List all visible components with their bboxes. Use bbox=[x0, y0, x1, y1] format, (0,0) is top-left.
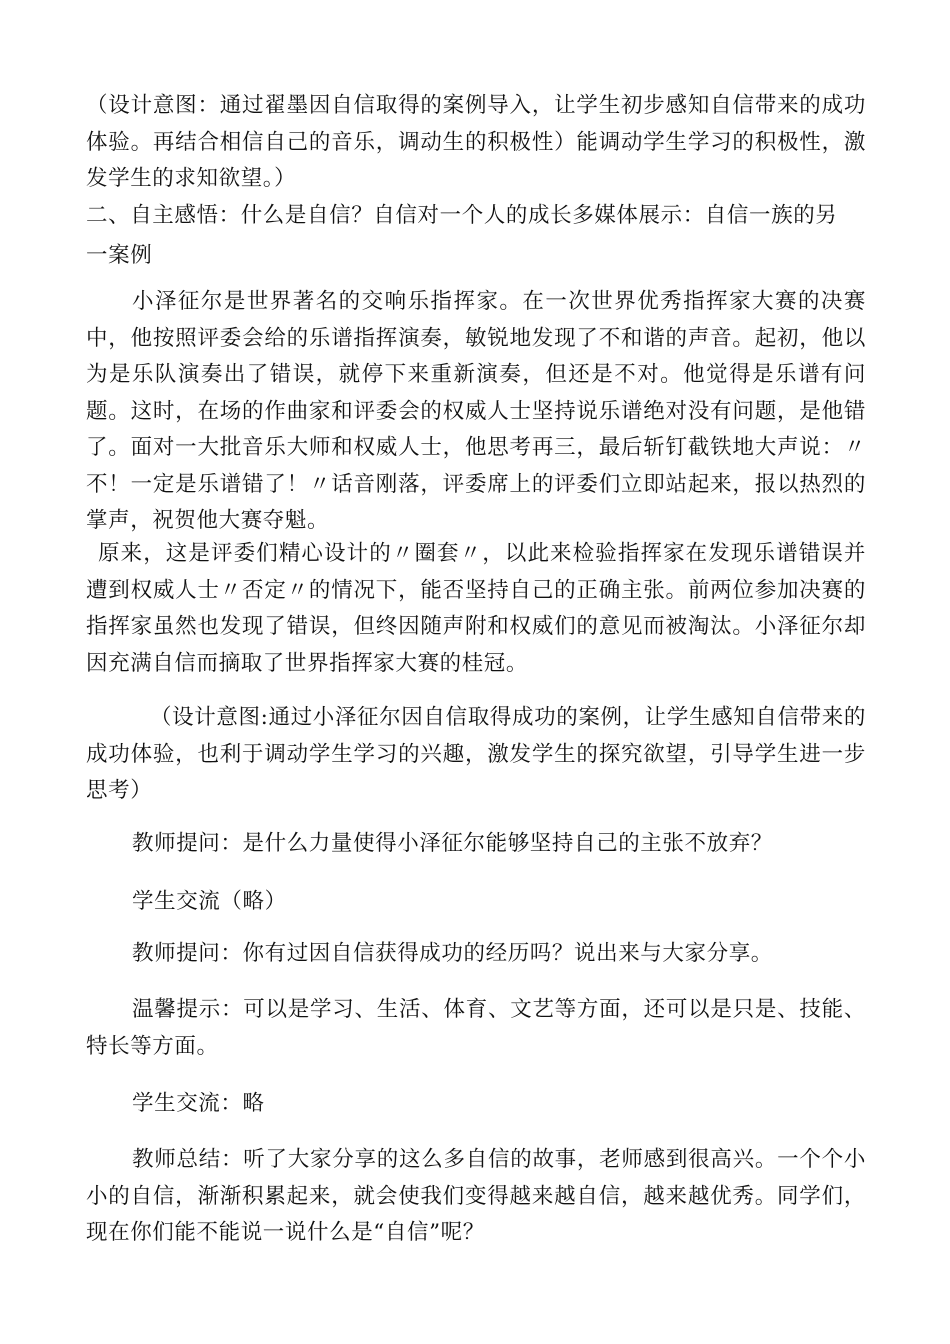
design-intent-paragraph-2: （设计意图:通过小泽征尔因自信取得成功的案例，让学生感知自信带来的成功体验，也利于调动学生学习的兴趣，激发学生的探究欲望，引导学生进一步思考） bbox=[86, 705, 866, 803]
teacher-question-1: 教师提问：是什么力量使得小泽征尔能够坚持自己的主张不放弃？ bbox=[132, 831, 773, 856]
story-paragraph: 小泽征尔是世界著名的交响乐指挥家。在一次世界优秀指挥家大赛的决赛中，他按照评委会给的乐谱指挥演奏，敏锐地发现了不和谐的声音。起初，他以为是乐队演奏出了错误，就停下来重新演奏，但还是不对。他觉得是乐谱有问题。这时，在场的作曲家和评委会的权威人士坚持说乐谱绝对没有问题，是他错了。面对一大批音乐大师和权威人士，他思考再三，最后斩钉截铁地大声说：〃不！一定是乐谱错了！〃话音刚落，评委席上的评委们立即站起来，报以热烈的掌声，祝贺他大赛夺魁。 bbox=[86, 289, 866, 533]
teacher-question-2: 教师提问：你有过因自信获得成功的经历吗？说出来与大家分享。 bbox=[132, 941, 773, 966]
design-intent-paragraph-1: （设计意图：通过翟墨因自信取得的案例导入，让学生初步感知自信带来的成功体验。再结合相信自己的音乐，调动生的积极性）能调动学生学习的积极性，激发学生的求知欲望。） bbox=[86, 93, 866, 191]
explanation-paragraph: 原来，这是评委们精心设计的〃圈套〃，以此来检验指挥家在发现乐谱错误并遭到权威人士〃否定〃的情况下，能否坚持自己的正确主张。前两位参加决赛的指挥家虽然也发现了错误，但终因随声附和权威们的意见而被淘汰。小泽征尔却因充满自信而摘取了世界指挥家大赛的桂冠。 bbox=[86, 541, 866, 676]
teacher-summary-paragraph: 教师总结：听了大家分享的这么多自信的故事，老师感到很高兴。一个个小小的自信，渐渐积累起来，就会使我们变得越来越自信，越来越优秀。同学们，现在你们能不能说一说什么是“自信”呢？ bbox=[86, 1147, 866, 1245]
student-exchange-1: 学生交流（略） bbox=[132, 889, 287, 914]
section-heading-line-2: 一案例 bbox=[86, 243, 153, 268]
warm-tip-paragraph: 温馨提示：可以是学习、生活、体育、文艺等方面，还可以是只是、技能、特长等方面。 bbox=[86, 997, 866, 1059]
student-exchange-2: 学生交流：略 bbox=[132, 1091, 265, 1116]
section-heading-line-1: 二、自主感悟：什么是自信？自信对一个人的成长多媒体展示：自信一族的另 bbox=[86, 203, 838, 228]
